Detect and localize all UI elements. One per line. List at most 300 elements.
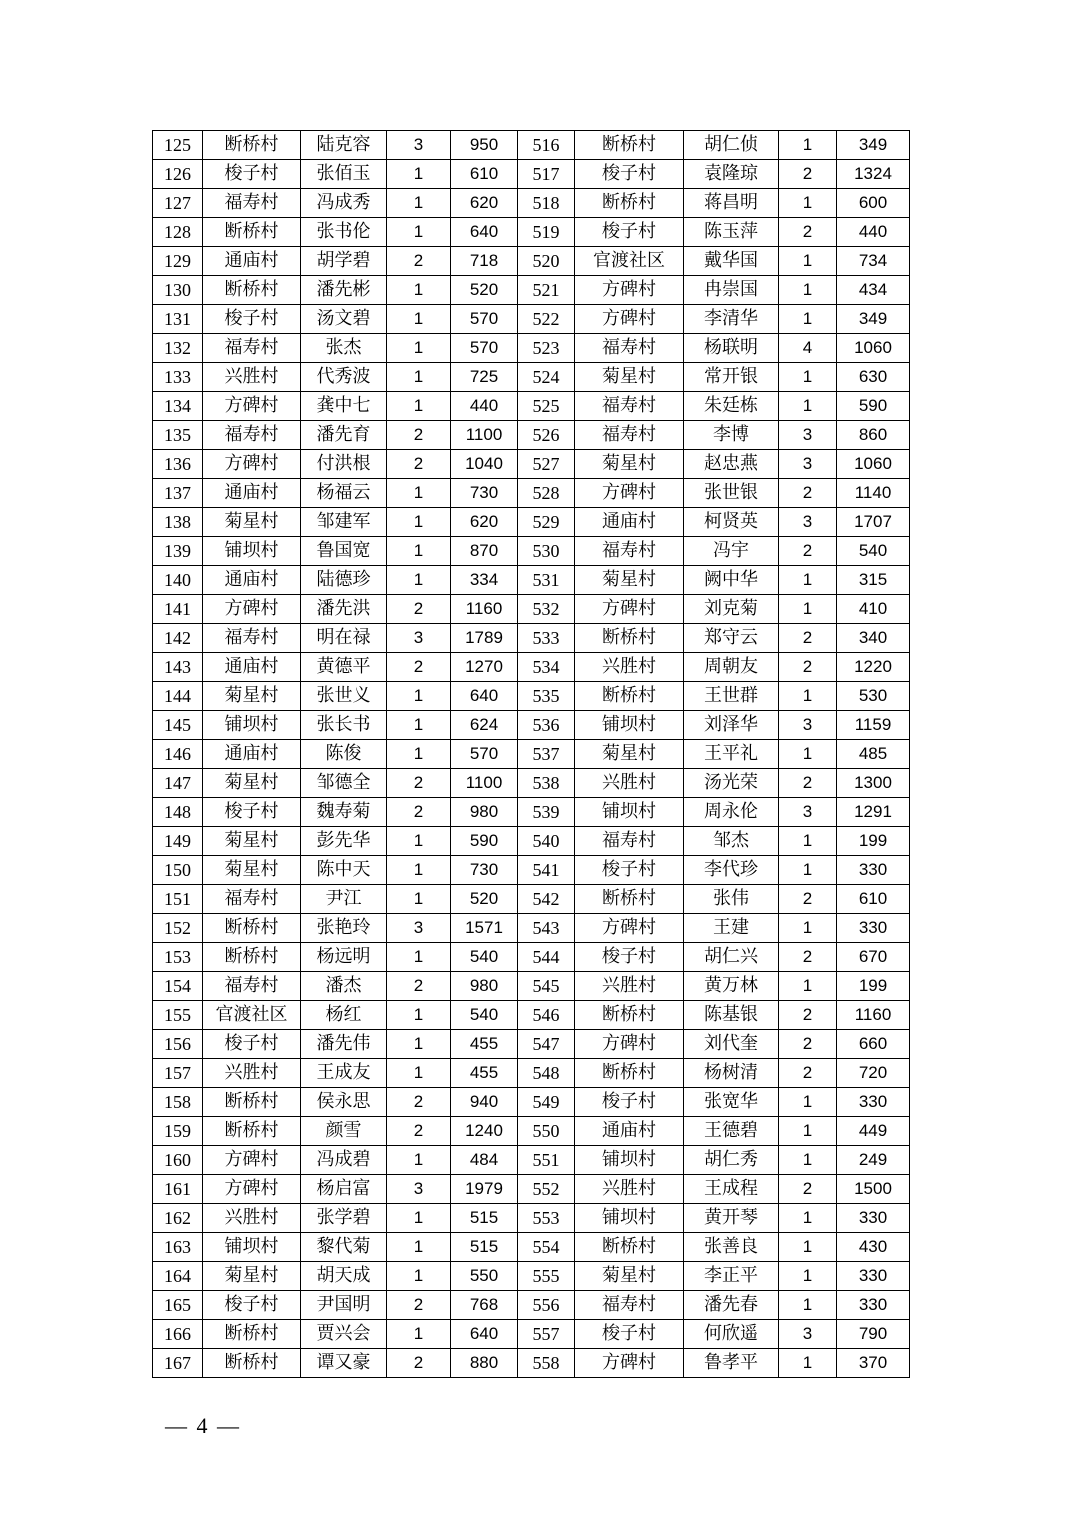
cell-name-right: 张伟 (684, 885, 779, 914)
cell-village-left: 梭子村 (203, 160, 301, 189)
cell-name-right: 袁隆琼 (684, 160, 779, 189)
table-row (153, 160, 910, 189)
cell-seq-left: 139 (153, 537, 203, 566)
cell-village-left: 断桥村 (203, 131, 301, 160)
cell-seq-right: 536 (518, 711, 575, 740)
cell-amount-right: 734 (837, 247, 910, 276)
cell-amount-left: 520 (451, 885, 518, 914)
cell-village-left: 通庙村 (203, 566, 301, 595)
cell-name-right: 李清华 (684, 305, 779, 334)
cell-count-left: 3 (387, 1175, 451, 1204)
cell-seq-left: 163 (153, 1233, 203, 1262)
cell-name-right: 黄开琴 (684, 1204, 779, 1233)
cell-amount-right: 1060 (837, 450, 910, 479)
table-row (153, 1233, 910, 1262)
cell-amount-left: 1240 (451, 1117, 518, 1146)
cell-village-left: 梭子村 (203, 1030, 301, 1059)
cell-village-left: 方碑村 (203, 595, 301, 624)
cell-count-right: 4 (779, 334, 837, 363)
cell-count-right: 2 (779, 769, 837, 798)
cell-name-right: 陈基银 (684, 1001, 779, 1030)
cell-seq-right: 526 (518, 421, 575, 450)
cell-amount-right: 1140 (837, 479, 910, 508)
cell-amount-right: 790 (837, 1320, 910, 1349)
table-row (153, 305, 910, 334)
cell-amount-right: 610 (837, 885, 910, 914)
cell-village-left: 福寿村 (203, 334, 301, 363)
table-row (153, 247, 910, 276)
cell-count-right: 1 (779, 1088, 837, 1117)
cell-amount-right: 330 (837, 856, 910, 885)
cell-name-right: 黄万林 (684, 972, 779, 1001)
cell-amount-right: 330 (837, 1291, 910, 1320)
cell-village-right: 铺坝村 (575, 711, 684, 740)
cell-village-left: 通庙村 (203, 740, 301, 769)
cell-amount-right: 370 (837, 1349, 910, 1378)
cell-seq-left: 125 (153, 131, 203, 160)
cell-village-left: 兴胜村 (203, 363, 301, 392)
cell-name-left: 潘先育 (301, 421, 387, 450)
cell-seq-left: 127 (153, 189, 203, 218)
cell-seq-left: 164 (153, 1262, 203, 1291)
cell-village-left: 断桥村 (203, 1117, 301, 1146)
cell-village-right: 福寿村 (575, 392, 684, 421)
cell-amount-left: 880 (451, 1349, 518, 1378)
cell-seq-left: 153 (153, 943, 203, 972)
cell-seq-right: 516 (518, 131, 575, 160)
cell-amount-right: 1707 (837, 508, 910, 537)
cell-count-left: 3 (387, 914, 451, 943)
cell-count-left: 3 (387, 131, 451, 160)
cell-village-left: 菊星村 (203, 682, 301, 711)
cell-name-right: 胡仁秀 (684, 1146, 779, 1175)
cell-village-right: 断桥村 (575, 682, 684, 711)
cell-village-left: 梭子村 (203, 798, 301, 827)
table-row (153, 508, 910, 537)
cell-village-right: 兴胜村 (575, 972, 684, 1001)
cell-name-left: 张杰 (301, 334, 387, 363)
cell-village-left: 断桥村 (203, 1349, 301, 1378)
table-row (153, 1204, 910, 1233)
cell-seq-right: 522 (518, 305, 575, 334)
cell-amount-right: 199 (837, 972, 910, 1001)
cell-name-right: 冉崇国 (684, 276, 779, 305)
cell-count-right: 1 (779, 595, 837, 624)
cell-amount-left: 515 (451, 1204, 518, 1233)
table-row (153, 740, 910, 769)
cell-name-left: 潘先伟 (301, 1030, 387, 1059)
cell-seq-left: 166 (153, 1320, 203, 1349)
cell-village-left: 断桥村 (203, 1320, 301, 1349)
cell-village-right: 方碑村 (575, 1349, 684, 1378)
cell-seq-left: 136 (153, 450, 203, 479)
cell-name-right: 胡仁兴 (684, 943, 779, 972)
page-number: — 4 — (165, 1413, 241, 1438)
cell-village-right: 铺坝村 (575, 1204, 684, 1233)
cell-count-left: 2 (387, 1291, 451, 1320)
cell-village-left: 断桥村 (203, 1088, 301, 1117)
cell-count-left: 2 (387, 595, 451, 624)
cell-village-left: 方碑村 (203, 450, 301, 479)
cell-village-right: 梭子村 (575, 160, 684, 189)
table-row (153, 189, 910, 218)
cell-name-right: 汤光荣 (684, 769, 779, 798)
cell-seq-right: 546 (518, 1001, 575, 1030)
cell-village-left: 兴胜村 (203, 1204, 301, 1233)
cell-village-left: 福寿村 (203, 624, 301, 653)
cell-name-right: 周永伦 (684, 798, 779, 827)
cell-village-right: 梭子村 (575, 1320, 684, 1349)
cell-village-right: 梭子村 (575, 943, 684, 972)
cell-amount-left: 540 (451, 943, 518, 972)
cell-seq-right: 521 (518, 276, 575, 305)
cell-name-right: 邹杰 (684, 827, 779, 856)
cell-seq-right: 535 (518, 682, 575, 711)
cell-count-left: 3 (387, 624, 451, 653)
cell-name-right: 李代珍 (684, 856, 779, 885)
cell-village-left: 断桥村 (203, 943, 301, 972)
cell-village-left: 方碑村 (203, 392, 301, 421)
cell-seq-right: 518 (518, 189, 575, 218)
cell-amount-right: 1160 (837, 1001, 910, 1030)
cell-seq-left: 158 (153, 1088, 203, 1117)
cell-name-right: 张世银 (684, 479, 779, 508)
cell-amount-left: 640 (451, 682, 518, 711)
cell-count-left: 1 (387, 334, 451, 363)
cell-amount-left: 484 (451, 1146, 518, 1175)
cell-village-right: 福寿村 (575, 421, 684, 450)
cell-village-right: 菊星村 (575, 363, 684, 392)
cell-village-right: 福寿村 (575, 537, 684, 566)
cell-amount-right: 670 (837, 943, 910, 972)
cell-count-left: 1 (387, 856, 451, 885)
cell-seq-right: 556 (518, 1291, 575, 1320)
cell-amount-right: 1060 (837, 334, 910, 363)
cell-amount-left: 620 (451, 189, 518, 218)
cell-count-right: 1 (779, 1204, 837, 1233)
cell-amount-left: 1040 (451, 450, 518, 479)
cell-village-right: 断桥村 (575, 885, 684, 914)
cell-village-right: 梭子村 (575, 856, 684, 885)
cell-name-left: 侯永思 (301, 1088, 387, 1117)
cell-count-left: 1 (387, 392, 451, 421)
cell-village-left: 福寿村 (203, 885, 301, 914)
cell-count-right: 2 (779, 943, 837, 972)
cell-seq-left: 129 (153, 247, 203, 276)
cell-count-right: 1 (779, 189, 837, 218)
cell-name-left: 杨红 (301, 1001, 387, 1030)
cell-count-left: 1 (387, 1320, 451, 1349)
cell-village-left: 兴胜村 (203, 1059, 301, 1088)
cell-seq-right: 550 (518, 1117, 575, 1146)
cell-name-left: 颜雪 (301, 1117, 387, 1146)
cell-amount-right: 315 (837, 566, 910, 595)
cell-count-right: 1 (779, 392, 837, 421)
cell-name-left: 谭又豪 (301, 1349, 387, 1378)
cell-name-left: 尹江 (301, 885, 387, 914)
cell-amount-left: 1571 (451, 914, 518, 943)
cell-amount-left: 610 (451, 160, 518, 189)
cell-seq-left: 131 (153, 305, 203, 334)
cell-amount-left: 1100 (451, 769, 518, 798)
cell-village-right: 断桥村 (575, 1233, 684, 1262)
cell-village-left: 菊星村 (203, 1262, 301, 1291)
cell-seq-right: 520 (518, 247, 575, 276)
cell-count-right: 3 (779, 711, 837, 740)
cell-name-right: 胡仁侦 (684, 131, 779, 160)
cell-name-left: 陈俊 (301, 740, 387, 769)
cell-count-right: 2 (779, 218, 837, 247)
cell-amount-right: 199 (837, 827, 910, 856)
cell-village-right: 菊星村 (575, 1262, 684, 1291)
table-row (153, 1291, 910, 1320)
cell-name-right: 刘代奎 (684, 1030, 779, 1059)
cell-count-right: 1 (779, 914, 837, 943)
cell-village-right: 梭子村 (575, 218, 684, 247)
cell-village-left: 通庙村 (203, 479, 301, 508)
cell-village-left: 福寿村 (203, 972, 301, 1001)
cell-amount-left: 730 (451, 856, 518, 885)
cell-count-right: 3 (779, 450, 837, 479)
cell-seq-right: 549 (518, 1088, 575, 1117)
cell-name-right: 周朝友 (684, 653, 779, 682)
cell-village-left: 通庙村 (203, 653, 301, 682)
cell-amount-right: 1500 (837, 1175, 910, 1204)
cell-seq-right: 529 (518, 508, 575, 537)
cell-village-right: 福寿村 (575, 827, 684, 856)
cell-village-left: 铺坝村 (203, 537, 301, 566)
table-row (153, 1001, 910, 1030)
cell-amount-right: 720 (837, 1059, 910, 1088)
cell-village-left: 铺坝村 (203, 711, 301, 740)
cell-count-left: 1 (387, 566, 451, 595)
cell-seq-left: 143 (153, 653, 203, 682)
cell-seq-right: 531 (518, 566, 575, 595)
cell-count-right: 1 (779, 827, 837, 856)
cell-seq-left: 142 (153, 624, 203, 653)
cell-seq-left: 162 (153, 1204, 203, 1233)
cell-name-left: 张学碧 (301, 1204, 387, 1233)
cell-name-right: 杨联明 (684, 334, 779, 363)
cell-name-right: 刘泽华 (684, 711, 779, 740)
cell-seq-left: 152 (153, 914, 203, 943)
cell-name-left: 张艳玲 (301, 914, 387, 943)
table-row (153, 885, 910, 914)
cell-village-right: 方碑村 (575, 479, 684, 508)
cell-seq-right: 543 (518, 914, 575, 943)
cell-count-right: 1 (779, 1117, 837, 1146)
cell-amount-left: 1160 (451, 595, 518, 624)
cell-amount-left: 455 (451, 1059, 518, 1088)
cell-count-right: 1 (779, 1262, 837, 1291)
cell-amount-left: 870 (451, 537, 518, 566)
cell-name-right: 郑守云 (684, 624, 779, 653)
table-row (153, 972, 910, 1001)
cell-seq-right: 517 (518, 160, 575, 189)
cell-count-left: 1 (387, 160, 451, 189)
cell-count-right: 3 (779, 1320, 837, 1349)
cell-amount-right: 660 (837, 1030, 910, 1059)
cell-seq-right: 554 (518, 1233, 575, 1262)
cell-name-right: 何欣遥 (684, 1320, 779, 1349)
cell-amount-right: 430 (837, 1233, 910, 1262)
cell-amount-left: 590 (451, 827, 518, 856)
cell-seq-left: 159 (153, 1117, 203, 1146)
cell-seq-right: 553 (518, 1204, 575, 1233)
cell-count-left: 1 (387, 363, 451, 392)
table-row (153, 1349, 910, 1378)
cell-seq-left: 147 (153, 769, 203, 798)
cell-name-right: 王建 (684, 914, 779, 943)
cell-amount-right: 1324 (837, 160, 910, 189)
cell-village-right: 断桥村 (575, 1059, 684, 1088)
cell-amount-left: 1789 (451, 624, 518, 653)
cell-count-right: 3 (779, 508, 837, 537)
cell-village-right: 铺坝村 (575, 1146, 684, 1175)
cell-village-right: 方碑村 (575, 914, 684, 943)
table-row (153, 334, 910, 363)
cell-name-left: 邹建军 (301, 508, 387, 537)
cell-village-left: 通庙村 (203, 247, 301, 276)
cell-village-left: 铺坝村 (203, 1233, 301, 1262)
cell-count-left: 1 (387, 711, 451, 740)
cell-count-right: 2 (779, 1175, 837, 1204)
cell-amount-right: 1220 (837, 653, 910, 682)
cell-village-right: 断桥村 (575, 189, 684, 218)
cell-seq-right: 534 (518, 653, 575, 682)
cell-seq-right: 545 (518, 972, 575, 1001)
cell-amount-left: 455 (451, 1030, 518, 1059)
cell-count-right: 2 (779, 653, 837, 682)
cell-name-left: 张书伦 (301, 218, 387, 247)
cell-village-right: 福寿村 (575, 334, 684, 363)
table-row (153, 392, 910, 421)
cell-name-right: 刘克菊 (684, 595, 779, 624)
cell-village-left: 菊星村 (203, 508, 301, 537)
cell-name-left: 黎代菊 (301, 1233, 387, 1262)
cell-amount-left: 640 (451, 1320, 518, 1349)
cell-count-left: 1 (387, 508, 451, 537)
table-row (153, 769, 910, 798)
cell-name-left: 张长书 (301, 711, 387, 740)
cell-seq-right: 532 (518, 595, 575, 624)
cell-seq-right: 533 (518, 624, 575, 653)
cell-village-right: 铺坝村 (575, 798, 684, 827)
cell-count-left: 2 (387, 450, 451, 479)
cell-count-left: 1 (387, 218, 451, 247)
cell-name-right: 戴华国 (684, 247, 779, 276)
table-row (153, 1117, 910, 1146)
cell-seq-right: 547 (518, 1030, 575, 1059)
table-row (153, 798, 910, 827)
cell-name-right: 阙中华 (684, 566, 779, 595)
cell-count-right: 1 (779, 1233, 837, 1262)
cell-count-left: 1 (387, 1204, 451, 1233)
cell-village-right: 方碑村 (575, 305, 684, 334)
table-row (153, 624, 910, 653)
cell-amount-left: 520 (451, 276, 518, 305)
cell-seq-right: 542 (518, 885, 575, 914)
cell-name-right: 张善良 (684, 1233, 779, 1262)
table-row (153, 595, 910, 624)
cell-name-left: 杨远明 (301, 943, 387, 972)
cell-amount-right: 1300 (837, 769, 910, 798)
cell-village-right: 断桥村 (575, 1001, 684, 1030)
cell-village-left: 菊星村 (203, 856, 301, 885)
cell-seq-right: 558 (518, 1349, 575, 1378)
cell-village-right: 兴胜村 (575, 653, 684, 682)
cell-seq-left: 160 (153, 1146, 203, 1175)
cell-seq-right: 541 (518, 856, 575, 885)
cell-name-right: 赵忠燕 (684, 450, 779, 479)
cell-village-right: 兴胜村 (575, 1175, 684, 1204)
cell-count-left: 1 (387, 1146, 451, 1175)
cell-name-right: 王平礼 (684, 740, 779, 769)
cell-seq-left: 155 (153, 1001, 203, 1030)
cell-village-right: 通庙村 (575, 1117, 684, 1146)
cell-count-right: 1 (779, 363, 837, 392)
cell-amount-left: 550 (451, 1262, 518, 1291)
cell-name-right: 王世群 (684, 682, 779, 711)
cell-name-left: 胡天成 (301, 1262, 387, 1291)
cell-village-right: 方碑村 (575, 1030, 684, 1059)
cell-name-left: 杨福云 (301, 479, 387, 508)
roster-table (152, 130, 910, 1378)
cell-seq-left: 150 (153, 856, 203, 885)
table-row (153, 537, 910, 566)
cell-name-left: 彭先华 (301, 827, 387, 856)
cell-village-right: 菊星村 (575, 566, 684, 595)
cell-count-right: 1 (779, 1291, 837, 1320)
cell-name-right: 朱廷栋 (684, 392, 779, 421)
cell-seq-left: 140 (153, 566, 203, 595)
cell-count-right: 2 (779, 537, 837, 566)
cell-count-left: 1 (387, 1030, 451, 1059)
cell-amount-left: 718 (451, 247, 518, 276)
cell-count-left: 2 (387, 1349, 451, 1378)
table-row (153, 276, 910, 305)
cell-village-left: 断桥村 (203, 914, 301, 943)
cell-name-right: 鲁孝平 (684, 1349, 779, 1378)
cell-count-left: 2 (387, 1117, 451, 1146)
cell-count-right: 1 (779, 305, 837, 334)
table-row (153, 218, 910, 247)
table-row (153, 450, 910, 479)
cell-name-left: 汤文碧 (301, 305, 387, 334)
table-row (153, 1059, 910, 1088)
cell-count-right: 2 (779, 479, 837, 508)
cell-count-right: 2 (779, 624, 837, 653)
table-row (153, 653, 910, 682)
cell-village-left: 方碑村 (203, 1146, 301, 1175)
cell-amount-left: 768 (451, 1291, 518, 1320)
cell-seq-right: 537 (518, 740, 575, 769)
cell-count-left: 1 (387, 1001, 451, 1030)
cell-seq-left: 130 (153, 276, 203, 305)
cell-name-right: 蒋昌明 (684, 189, 779, 218)
cell-name-left: 尹国明 (301, 1291, 387, 1320)
roster-body (153, 131, 910, 1378)
cell-count-left: 1 (387, 305, 451, 334)
cell-amount-left: 515 (451, 1233, 518, 1262)
cell-seq-right: 540 (518, 827, 575, 856)
cell-amount-right: 485 (837, 740, 910, 769)
table-row (153, 1320, 910, 1349)
cell-seq-left: 156 (153, 1030, 203, 1059)
table-row (153, 1175, 910, 1204)
cell-name-left: 潘先彬 (301, 276, 387, 305)
cell-name-right: 张宽华 (684, 1088, 779, 1117)
